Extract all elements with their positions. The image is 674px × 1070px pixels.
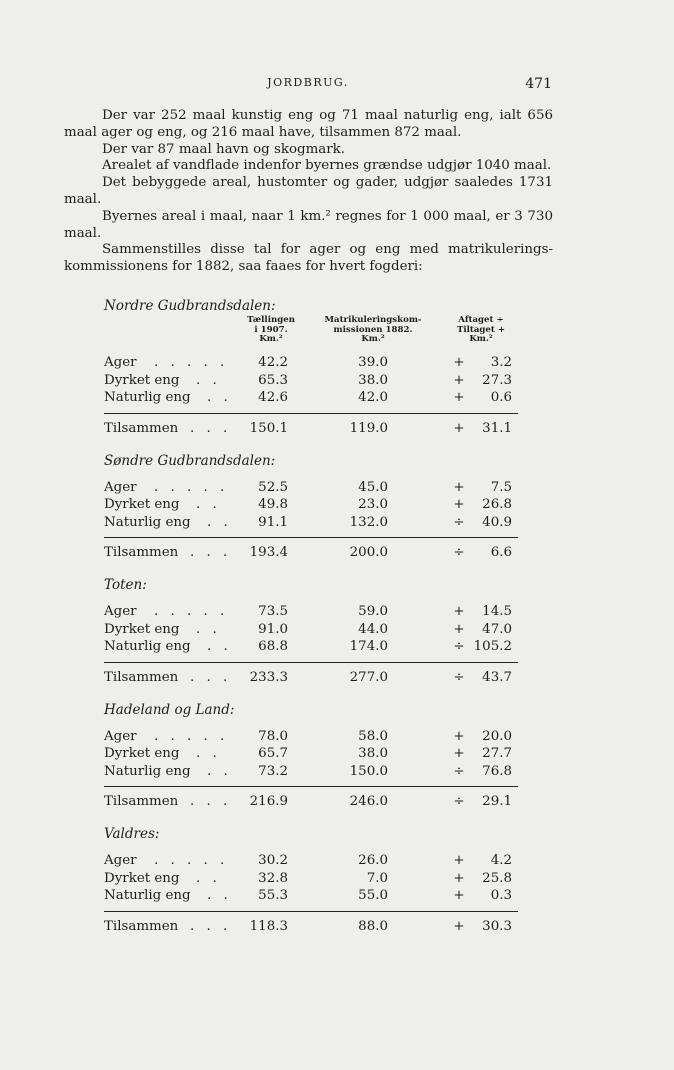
value-1907: 42.2	[258, 355, 288, 370]
total-row	[104, 912, 518, 942]
value-1882: 58.0	[358, 728, 388, 744]
district-block	[104, 452, 518, 569]
value-1882: 23.0	[358, 497, 388, 512]
value-1907: 52.5	[258, 479, 288, 495]
total-row	[104, 787, 518, 817]
district-title: Valdres:	[104, 826, 160, 842]
total-row	[104, 414, 518, 444]
table-row	[104, 728, 518, 746]
paragraph: Det bebyggede areal, hustomter og gader, udgjør saaledes 1731 maal.	[64, 175, 553, 207]
row-label: Dyrket eng	[104, 870, 180, 886]
value-1882: 174.0	[349, 639, 388, 654]
paragraph: Der var 87 maal havn og skogmark.	[102, 141, 346, 157]
column-header-line: Aftaget ÷	[458, 315, 504, 325]
change-value: 14.5	[482, 604, 512, 619]
leader-dots: . . . . .	[154, 479, 229, 495]
total-1907: 233.3	[249, 669, 288, 685]
change-value: 20.0	[482, 728, 512, 744]
value-1882: 26.0	[358, 853, 388, 868]
column-header-line: Matrikuleringskom-	[324, 315, 422, 325]
column-header-line: Km.²	[469, 334, 493, 344]
column-header-line: missionen 1882.	[333, 324, 413, 335]
change-value: 40.9	[482, 514, 512, 530]
leader-dots: . .	[196, 372, 221, 388]
leader-dots: . . .	[190, 794, 232, 809]
change-sign: +	[453, 390, 465, 405]
running-head: JORDBRUG.	[267, 76, 349, 89]
row-label: Ager	[104, 853, 137, 868]
change-sign: +	[453, 604, 465, 619]
change-value: 26.8	[482, 497, 512, 512]
paragraph: Sammenstilles disse tal for ager og eng med matrikulerings-kommissionens for 1882, saa faaes for hvert fogderi:	[64, 242, 553, 275]
total-change-sign: +	[453, 918, 465, 934]
total-change-sign: ÷	[453, 794, 465, 809]
district-block	[104, 297, 518, 444]
district-title: Toten:	[104, 577, 147, 593]
change-sign: +	[453, 497, 465, 512]
total-change-value: 30.3	[482, 918, 512, 934]
row-label: Naturlig eng	[104, 888, 191, 903]
value-1907: 73.2	[258, 763, 288, 779]
paragraph: Der var 252 maal kunstig eng og 71 maal naturlig eng, ialt 656 maal ager og eng, og 216 maal have, tilsammen 872 maal.	[64, 108, 553, 140]
total-1882: 246.0	[349, 794, 388, 809]
change-sign: +	[453, 853, 465, 868]
change-value: 27.7	[482, 746, 512, 761]
row-label: Ager	[104, 479, 137, 495]
change-sign: +	[453, 372, 465, 388]
row-label: Naturlig eng	[104, 514, 191, 530]
total-change-value: 31.1	[482, 420, 512, 436]
row-label: Naturlig eng	[104, 639, 191, 654]
change-value: 4.2	[490, 853, 512, 868]
table-row	[104, 479, 518, 497]
value-1882: 44.0	[358, 621, 388, 637]
total-label: Tilsammen	[104, 794, 179, 809]
row-label: Naturlig eng	[104, 763, 191, 779]
change-value: 27.3	[482, 372, 512, 388]
table-row	[104, 354, 518, 372]
leader-dots: . .	[207, 888, 232, 903]
table-row	[104, 763, 518, 781]
change-value: 7.5	[490, 479, 512, 495]
total-change-value: 43.7	[482, 669, 512, 685]
value-1907: 78.0	[258, 728, 288, 744]
column-header-line: Tiltaget +	[456, 324, 506, 335]
value-1882: 55.0	[358, 888, 388, 903]
district-block	[104, 825, 518, 942]
value-1907: 49.8	[258, 497, 288, 512]
leader-dots: . . . . .	[154, 355, 229, 370]
table-row	[104, 621, 518, 639]
total-1907: 118.3	[249, 918, 288, 934]
leader-dots: . . .	[190, 669, 232, 685]
district-block	[104, 576, 518, 693]
leader-dots: . .	[196, 621, 221, 637]
leader-dots: . .	[207, 514, 232, 530]
change-sign: ÷	[453, 514, 465, 530]
column-header-line: i 1907.	[254, 324, 288, 335]
page-number: 471	[525, 76, 552, 92]
change-sign: +	[453, 746, 465, 761]
value-1882: 59.0	[358, 604, 388, 619]
value-1907: 55.3	[258, 888, 288, 903]
total-1907: 216.9	[249, 794, 288, 809]
table-row	[104, 372, 518, 390]
row-label: Ager	[104, 355, 137, 370]
value-1882: 150.0	[349, 763, 388, 779]
paragraph: Arealet af vandflade indenfor byernes grændse udgjør 1040 maal.	[102, 158, 552, 174]
value-1907: 65.7	[258, 746, 288, 761]
value-1907: 42.6	[258, 390, 288, 405]
table-row	[104, 389, 518, 407]
change-value: 105.2	[473, 639, 512, 654]
table-row	[104, 638, 518, 656]
change-sign: +	[453, 728, 465, 744]
row-label: Dyrket eng	[104, 621, 180, 637]
table-row	[104, 496, 518, 514]
total-change-sign: +	[453, 420, 465, 436]
change-value: 0.6	[490, 390, 512, 405]
total-change-value: 6.6	[490, 545, 512, 560]
leader-dots: . .	[196, 870, 221, 886]
district-tables	[104, 297, 518, 942]
row-label: Dyrket eng	[104, 746, 180, 761]
total-label: Tilsammen	[104, 420, 179, 436]
value-1882: 7.0	[366, 870, 388, 886]
leader-dots: . . .	[190, 420, 232, 436]
column-header-aftaget-tiltaget	[442, 316, 520, 345]
total-1882: 277.0	[349, 669, 388, 685]
leader-dots: . .	[196, 746, 221, 761]
total-1882: 200.0	[349, 545, 388, 560]
change-sign: +	[453, 870, 465, 886]
table-row	[104, 745, 518, 763]
page-header	[64, 76, 552, 94]
change-value: 76.8	[482, 763, 512, 779]
change-value: 0.3	[490, 888, 512, 903]
leader-dots: . . .	[190, 545, 232, 560]
value-1882: 38.0	[358, 372, 388, 388]
row-label: Dyrket eng	[104, 497, 180, 512]
value-1907: 68.8	[258, 639, 288, 654]
leader-dots: . . . . .	[154, 728, 229, 744]
leader-dots: . . . . .	[154, 853, 229, 868]
value-1882: 132.0	[349, 514, 388, 530]
total-1907: 150.1	[249, 420, 288, 436]
leader-dots: . .	[207, 390, 232, 405]
value-1907: 91.1	[258, 514, 288, 530]
total-1882: 119.0	[349, 420, 388, 436]
value-1907: 91.0	[258, 621, 288, 637]
table-row	[104, 603, 518, 621]
column-header-tallingen	[240, 316, 302, 345]
total-1882: 88.0	[358, 918, 388, 934]
district-title: Nordre Gudbrandsdalen:	[104, 298, 276, 314]
total-label: Tilsammen	[104, 545, 179, 560]
change-value: 47.0	[482, 621, 512, 637]
table-row	[104, 852, 518, 870]
district-block	[104, 701, 518, 818]
intro-text	[64, 108, 553, 276]
row-label: Naturlig eng	[104, 390, 191, 405]
total-change-sign: ÷	[453, 545, 465, 560]
total-change-sign: ÷	[453, 669, 465, 685]
total-change-value: 29.1	[482, 794, 512, 809]
change-sign: +	[453, 355, 465, 370]
column-header-matrikulering	[314, 316, 432, 345]
change-value: 25.8	[482, 870, 512, 886]
paragraph: Byernes areal i maal, naar 1 km.² regnes for 1 000 maal, er 3 730 maal.	[64, 208, 553, 241]
value-1882: 38.0	[358, 746, 388, 761]
leader-dots: . .	[207, 639, 232, 654]
change-sign: +	[453, 479, 465, 495]
leader-dots: . . .	[190, 918, 232, 934]
column-headers	[104, 316, 518, 354]
total-label: Tilsammen	[104, 669, 179, 685]
column-header-line: Km.²	[361, 334, 385, 344]
value-1882: 45.0	[358, 479, 388, 495]
value-1907: 73.5	[258, 604, 288, 619]
change-sign: +	[453, 621, 465, 637]
table-row	[104, 887, 518, 905]
leader-dots: . .	[196, 497, 221, 512]
total-label: Tilsammen	[104, 918, 179, 934]
district-title: Hadeland og Land:	[104, 701, 235, 718]
value-1882: 42.0	[358, 390, 388, 405]
leader-dots: . .	[207, 763, 232, 779]
value-1882: 39.0	[358, 355, 388, 370]
district-title: Søndre Gudbrandsdalen:	[104, 452, 276, 469]
value-1907: 65.3	[258, 372, 288, 388]
change-sign: ÷	[453, 763, 465, 779]
column-header-line: Tællingen	[247, 315, 295, 325]
table-row	[104, 514, 518, 532]
row-label: Ager	[104, 728, 137, 744]
change-sign: ÷	[453, 639, 465, 654]
table-row	[104, 870, 518, 888]
total-1907: 193.4	[249, 545, 288, 560]
total-row	[104, 538, 518, 568]
row-label: Dyrket eng	[104, 372, 180, 388]
leader-dots: . . . . .	[154, 604, 229, 619]
total-row	[104, 663, 518, 693]
value-1907: 32.8	[258, 870, 288, 886]
column-header-line: Km.²	[259, 334, 283, 344]
change-sign: +	[453, 888, 465, 903]
change-value: 3.2	[490, 355, 512, 370]
value-1907: 30.2	[258, 853, 288, 868]
row-label: Ager	[104, 604, 137, 619]
